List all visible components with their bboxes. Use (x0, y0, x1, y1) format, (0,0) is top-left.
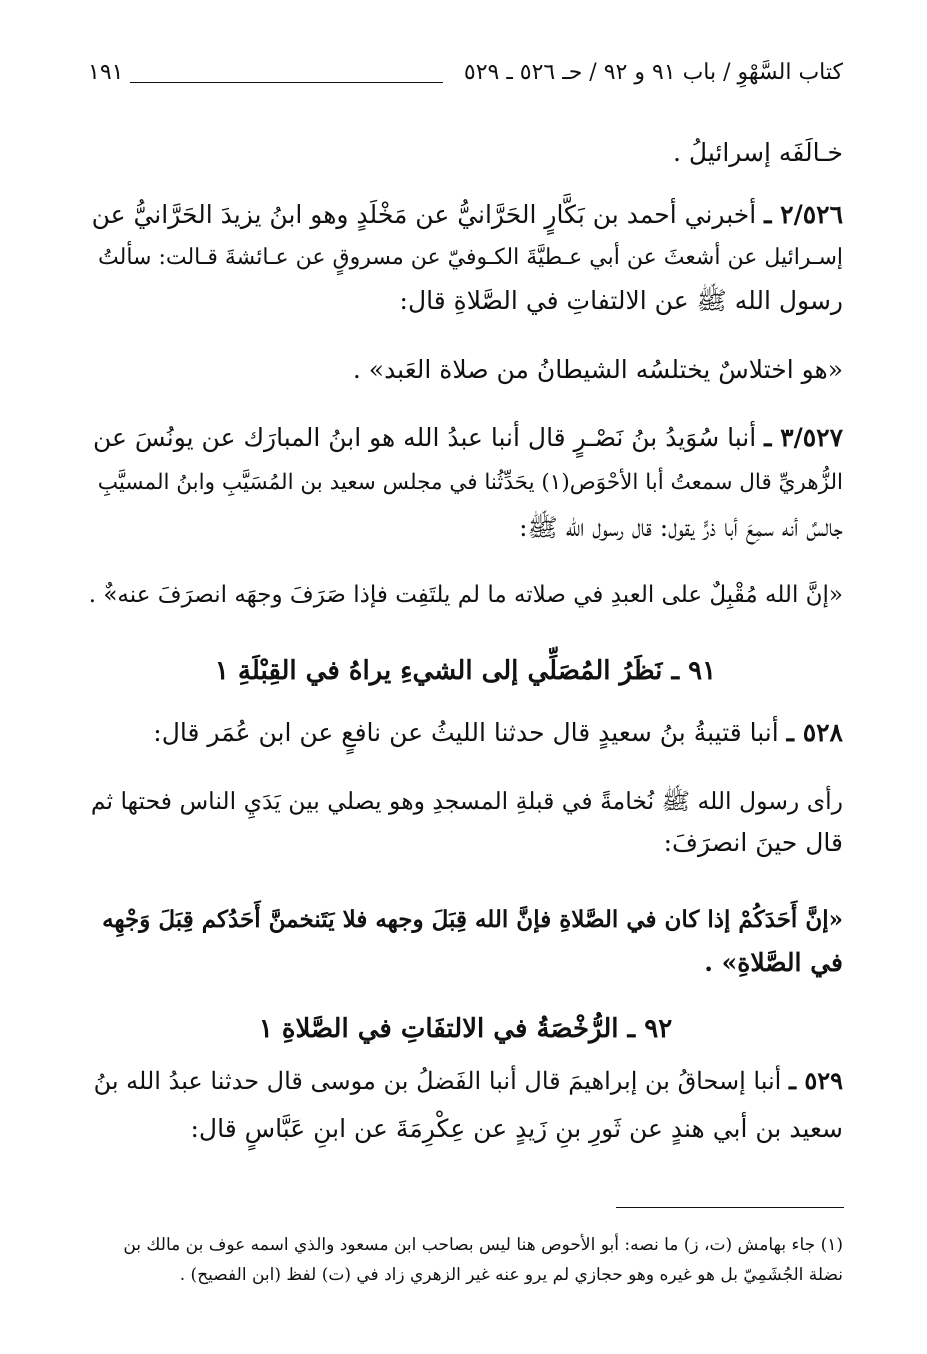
chapter-heading-91: ٩١ ـ نَظَرُ المُصَلِّي إلى الشيءِ يراهُ في القِبْلَةِ ١ (214, 656, 717, 686)
hadith-528-line-3: قال حينَ انصرَفَ: (663, 828, 843, 857)
hadith-527-text: أنبا سُوَيدُ بنُ نَصْـرٍ قال أنبا عبدُ الله هو ابنُ المبارَك عن يونُسَ عن (93, 423, 757, 452)
hadith-528-text: أنبا قتيبةُ بنُ سعيدٍ قال حدثنا الليثُ عن نافعٍ عن ابن عُمَر قال: (153, 718, 779, 747)
quote-527: «إنَّ الله مُقْبِلٌ على العبدِ في صلاته ما لم يلتَفِت فإذا صَرَفَ وجهَه انصرَفَ عنه»ٌ . (88, 582, 843, 608)
hadith-number-527: ٣/٥٢٧ ـ (764, 423, 843, 452)
hadith-527-line-3: جالسٌ أنه سمِعَ أبا ذرٍّ يقول: قال رسول الله ﷺ: (519, 513, 843, 542)
quote-528-line-2: في الصَّلاةِ» . (704, 948, 843, 977)
hadith-529-line-2: سعيد بن أبي هندٍ عن ثَورِ بنِ زَيدٍ عن عِكْرِمَةَ عن ابنِ عَبَّاسٍ قال: (190, 1114, 843, 1143)
hadith-529-line-1 (88, 1066, 843, 1096)
quote-528-line-1: «إنَّ أَحَدَكُمْ إذا كان في الصَّلاةِ فإنَّ الله قِبَلَ وجهه فلا يَتَنخمنَّ أَحَدُكم قِبَلَ وَجْهِه (102, 906, 843, 933)
hadith-528-line-1 (88, 718, 843, 748)
page-number: ١٩١ (88, 60, 124, 85)
hadith-526-line-2: إسـرائيل عن أشعثَ عن أبي عـطيَّةَ الكـوفيّ عن مسروقٍ عن عـائشةَ قـالت: سألتُ (98, 245, 843, 270)
chapter-heading-92: ٩٢ ـ الرُّخْصَةُ في الالتفَاتِ في الصَّلاةِ ١ (258, 1014, 673, 1044)
hadith-528-line-2: رأى رسول الله ﷺ نُخامةً في قبلةِ المسجدِ وهو يصلي بين يَدَيِ الناس فحتها ثم (90, 787, 843, 815)
hadith-number-528: ٥٢٨ ـ (786, 718, 843, 747)
hadith-526-line-1 (88, 200, 843, 230)
hadith-526-line-3: رسول الله ﷺ عن الالتفاتِ في الصَّلاةِ قال: (399, 286, 843, 315)
hadith-number-526: ٢/٥٢٦ ـ (764, 200, 843, 229)
hadith-number-529: ٥٢٩ ـ (788, 1066, 843, 1095)
hadith-526-text: أخبرني أحمد بن بَكَّارٍ الحَرَّانيُّ عن مَخْلَدٍ وهو ابنُ يزيدَ الحَرَّانيُّ عن (91, 200, 757, 229)
hadith-527-line-1 (88, 423, 843, 453)
text-line-1: خـالَفَه إسرائيلُ . (673, 138, 843, 167)
header-rule (130, 82, 443, 83)
running-header (88, 58, 843, 94)
footnote-line-1: (١) جاء بهامش (ت، ز) ما نصه: أبو الأحوص هنا ليس بصاحب ابن مسعود والذي اسمه عوف بن مالك بن (123, 1235, 843, 1255)
quote-526: «هو اختلاسٌ يختلسُه الشيطانُ من صلاة العَبد» . (352, 355, 843, 384)
footnote-rule (616, 1207, 844, 1208)
footnote-line-2: نضلة الجُشَمِيّ بل هو غيره وهو حجازي لم يرو عنه غير الزهري زاد في (ت) لفظ (ابن الفصيح) . (179, 1265, 843, 1285)
hadith-529-text: أنبا إسحاقُ بن إبراهيمَ قال أنبا الفَضلُ بن موسى قال حدثنا عبدُ الله بنُ (93, 1067, 782, 1095)
hadith-527-line-2: الزُّهريِّ قال سمعتُ أبا الأحْوَص(١) يحَدِّثُنا في مجلس سعيد بن المُسَيَّبِ وابنُ المسيَّبِ (97, 470, 843, 495)
header-title: كتاب السَّهْوِ / باب ٩١ و ٩٢ / حـ ٥٢٦ ـ ٥٢٩ (463, 60, 843, 85)
